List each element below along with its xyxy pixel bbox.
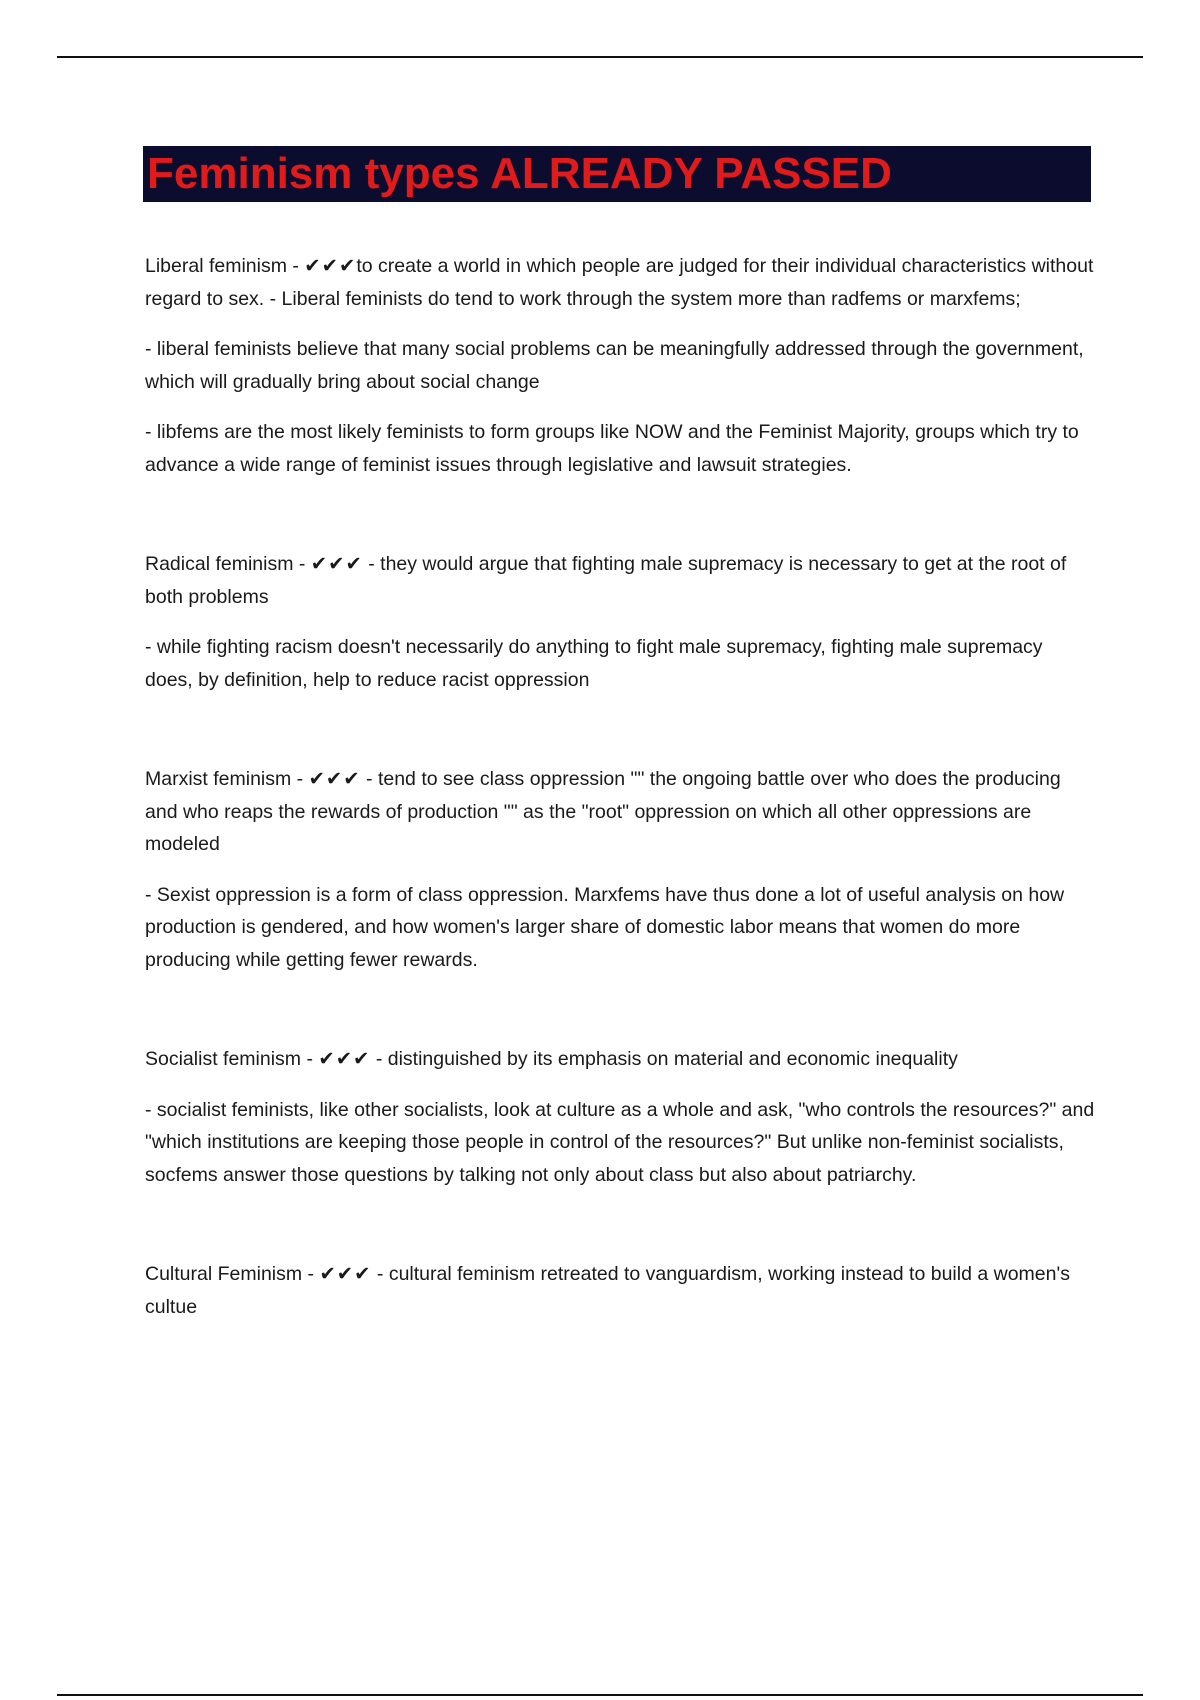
entry-radical-feminism xyxy=(145,548,1095,696)
top-rule xyxy=(57,56,1143,58)
term-label: Cultural Feminism - xyxy=(145,1263,320,1285)
title-banner xyxy=(143,146,1091,202)
entry-socialist-feminism xyxy=(145,1043,1095,1191)
definition-text: - distinguished by its emphasis on material and economic inequality xyxy=(370,1048,958,1070)
entry-paragraph: - Sexist oppression is a form of class oppression. Marxfems have thus done a lot of useful analysis on how production is gendered, and how women's larger share of domestic labor means that women do more producing while getting fewer rewards. xyxy=(145,883,1065,971)
entry-liberal-feminism xyxy=(145,250,1095,481)
entry-definition xyxy=(145,548,1095,613)
definition-text: - cultural feminism retreated to vanguardism, working instead to build a women's cultue xyxy=(145,1263,1070,1318)
checkmark-icon: ✔✔✔ xyxy=(319,1262,372,1285)
entry-definition xyxy=(145,1258,1095,1323)
checkmark-icon: ✔✔✔ xyxy=(318,1047,371,1070)
entry-marxist-feminism xyxy=(145,763,1095,976)
page-title: Feminism types ALREADY PASSED xyxy=(147,149,892,198)
checkmark-icon: ✔✔✔ xyxy=(304,254,357,277)
definition-text: - tend to see class oppression "" the ongoing battle over who does the producing and who reaps the rewards of production "" as the "root" oppression on which all other oppressions are modeled xyxy=(145,768,1061,855)
term-label: Socialist feminism - xyxy=(145,1048,319,1070)
entry-definition xyxy=(145,250,1095,315)
checkmark-icon: ✔✔✔ xyxy=(308,767,361,790)
spacer xyxy=(145,1209,1095,1258)
spacer xyxy=(145,714,1095,763)
term-label: Marxist feminism - xyxy=(145,768,309,790)
spacer xyxy=(145,994,1095,1043)
document-body xyxy=(145,250,1095,1341)
term-label: Liberal feminism - xyxy=(145,255,305,277)
entry-paragraph: - liberal feminists believe that many social problems can be meaningfully addressed through the government, which will gradually bring about social change xyxy=(145,338,1084,393)
term-label: Radical feminism - xyxy=(145,553,311,575)
entry-cultural-feminism xyxy=(145,1258,1095,1323)
entry-paragraph: - libfems are the most likely feminists to form groups like NOW and the Feminist Majority, groups which try to advance a wide range of feminist issues through legislative and lawsuit strategies. xyxy=(145,421,1079,476)
spacer xyxy=(145,499,1095,548)
entry-paragraph: - while fighting racism doesn't necessarily do anything to fight male supremacy, fighting male supremacy does, by definition, help to reduce racist oppression xyxy=(145,636,1043,691)
definition-text: to create a world in which people are judged for their individual characteristics without regard to sex. - Liberal feminists do tend to work through the system more than radfems or marxfems; xyxy=(145,255,1094,310)
entry-definition xyxy=(145,1043,1095,1076)
bottom-rule xyxy=(57,1694,1143,1696)
checkmark-icon: ✔✔✔ xyxy=(310,552,363,575)
definition-text: - they would argue that fighting male supremacy is necessary to get at the root of both problems xyxy=(145,553,1067,608)
entry-definition xyxy=(145,763,1095,861)
entry-paragraph: - socialist feminists, like other socialists, look at culture as a whole and ask, "who controls the resources?" and "which institutions are keeping those people in control of the resources?" But unlike non-feminist socialists, socfems answer those questions by talking not only about class but also about patriarchy. xyxy=(145,1098,1095,1186)
